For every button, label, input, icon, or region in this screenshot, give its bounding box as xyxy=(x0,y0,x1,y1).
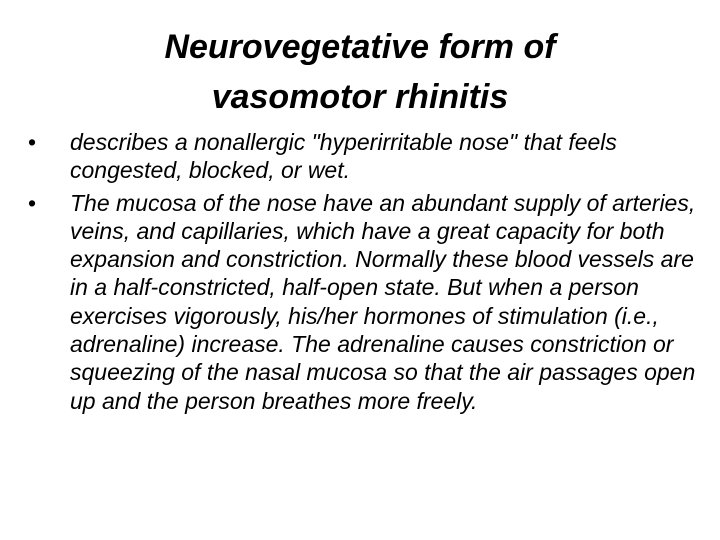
bullet-marker: • xyxy=(28,129,37,155)
bullet-item-2 xyxy=(26,189,698,415)
slide-title-line-1: Neurovegetative form of xyxy=(164,28,556,66)
bullet-list xyxy=(26,128,698,419)
slide-title xyxy=(60,22,660,122)
bullet-item-1 xyxy=(26,128,698,185)
bullet-text: The mucosa of the nose have an abundant supply of arteries, veins, and capillaries, which have a great capacity for both expansion and constriction. Normally these blood vessels are in a half-constricted, half-open state. But when a person exercises vigorously, his/her hormones of stimulation (i.e., adrenaline) increase. The adrenaline causes constriction or squeezing of the nasal mucosa so that the air passages open up and the person breathes more freely. xyxy=(70,189,696,414)
bullet-text: describes a nonallergic "hyperirritable nose" that feels congested, blocked, or wet. xyxy=(70,129,617,184)
slide-title-line-2: vasomotor rhinitis xyxy=(211,78,509,116)
bullet-marker: • xyxy=(28,189,37,216)
